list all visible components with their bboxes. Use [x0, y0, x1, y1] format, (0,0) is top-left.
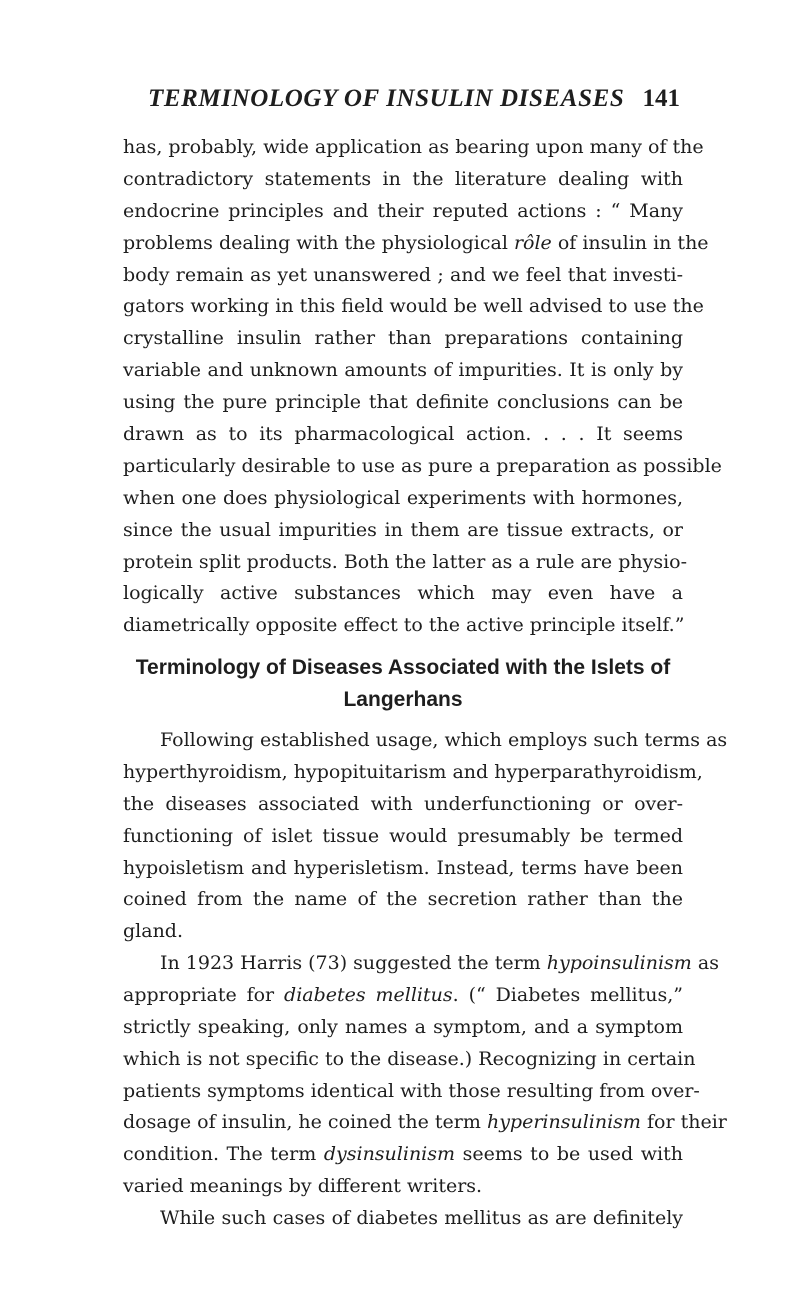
running-title: TERMINOLOGY OF INSULIN DISEASES	[148, 85, 625, 112]
text-line: appropriate for diabetes mellitus. (“ Diabetes mellitus,”	[123, 983, 683, 1006]
text-line: gland.	[123, 920, 184, 943]
text-line: has, probably, wide application as bearing upon many of the	[123, 136, 704, 158]
page-number: 141	[642, 85, 680, 112]
paragraph-quote-continuation	[123, 132, 722, 642]
paragraph-harris	[123, 948, 727, 1203]
text-line: particularly desirable to use as pure a preparation as possible	[123, 454, 722, 477]
text-line: varied meanings by different writers.	[123, 1175, 483, 1198]
text-line: dosage of insulin, he coined the term hyperinsulinism for their	[123, 1111, 727, 1134]
italic-term: dysinsulinism	[323, 1143, 456, 1166]
text-line: condition. The term dysinsulinism seems to be used with	[123, 1143, 683, 1166]
text-line: Following established usage, which employs such terms as	[160, 729, 728, 751]
text-line: since the usual impurities in them are tissue extracts, or	[123, 518, 683, 541]
text-line: In 1923 Harris (73) suggested the term hypoinsulinism as	[160, 952, 719, 974]
text-line: logically active substances which may even have a	[123, 582, 683, 605]
text-line: endocrine principles and their reputed actions : “ Many	[123, 199, 683, 222]
text-line: using the pure principle that definite conclusions can be	[123, 391, 683, 414]
text-line: hypoisletism and hyperisletism. Instead, terms have been	[123, 856, 683, 879]
section-heading-line: Langerhans	[343, 688, 463, 711]
text-line: protein split products. Both the latter as a rule are physio-	[123, 550, 688, 573]
text-line: which is not specific to the disease.) Recognizing in certain	[123, 1047, 696, 1070]
text-line: drawn as to its pharmacological action. . . . It seems	[123, 423, 683, 446]
italic-term: hypoinsulinism	[546, 952, 692, 974]
italic-term: diabetes mellitus	[284, 983, 453, 1006]
italic-term: rôle	[513, 231, 552, 254]
text-line: contradictory statements in the literature dealing with	[123, 167, 683, 190]
paragraph-continuation	[123, 1203, 683, 1235]
text-line: hyperthyroidism, hypopituitarism and hyperparathyroidism,	[123, 760, 703, 783]
text-line: gators working in this field would be well advised to use the	[123, 295, 704, 318]
text-line: patients symptoms identical with those resulting from over-	[123, 1079, 700, 1102]
text-line: variable and unknown amounts of impurities. It is only by	[123, 359, 683, 382]
text-line: coined from the name of the secretion rather than the	[123, 888, 683, 911]
text-line: when one does physiological experiments with hormones,	[123, 486, 683, 509]
text-line: crystalline insulin rather than preparations containing	[123, 327, 683, 350]
running-header	[140, 79, 680, 119]
text-line: diametrically opposite effect to the active principle itself.”	[123, 614, 685, 637]
section-heading	[123, 652, 683, 716]
text-line: functioning of islet tissue would presumably be termed	[123, 824, 683, 847]
paragraph-terminology	[123, 725, 728, 948]
text-line: strictly speaking, only names a symptom, and a symptom	[123, 1015, 683, 1038]
text-line: While such cases of diabetes mellitus as are definitely	[160, 1207, 683, 1229]
text-line: the diseases associated with underfunctioning or over-	[123, 792, 683, 815]
text-line: body remain as yet unanswered ; and we feel that investi-	[123, 263, 683, 286]
italic-term: hyperinsulinism	[486, 1111, 641, 1134]
section-heading-line: Terminology of Diseases Associated with the Islets of	[135, 656, 671, 679]
text-line: problems dealing with the physiological rôle of insulin in the	[123, 231, 709, 254]
